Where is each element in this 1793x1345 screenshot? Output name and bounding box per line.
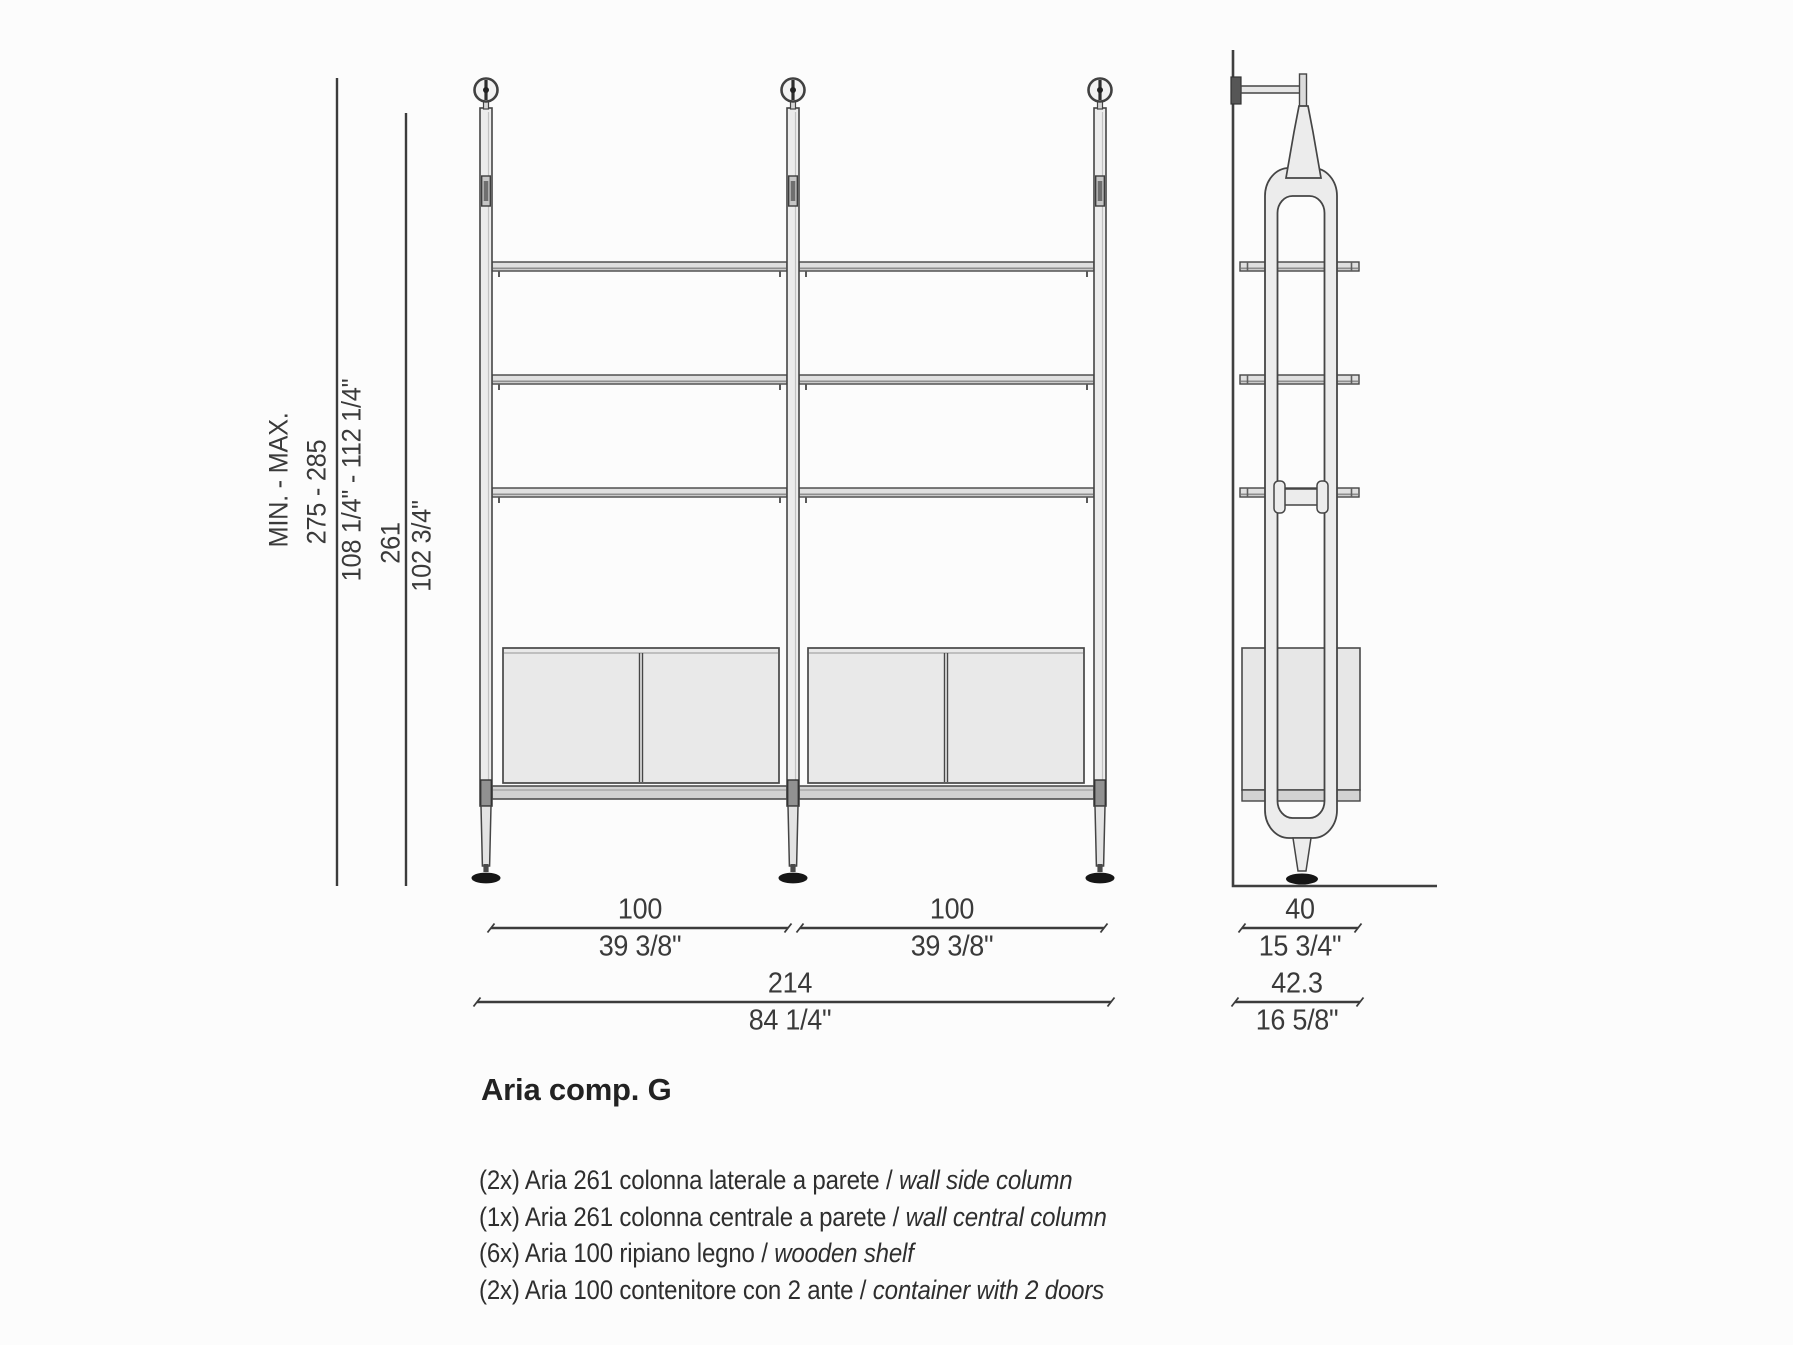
cabinet-bay2 <box>808 648 1084 783</box>
min-max-label: MIN. - MAX. <box>263 412 294 548</box>
part-desc-italian: (2x) Aria 100 contenitore con 2 ante / <box>479 1274 873 1305</box>
side-container <box>1242 648 1360 790</box>
column-center <box>779 79 808 884</box>
bracket-pin <box>1300 74 1307 110</box>
shelf-row3-bay1 <box>492 488 787 503</box>
part-desc-english: wall central column <box>905 1201 1107 1232</box>
front-view <box>472 79 1115 884</box>
total-width-inch-label: 84 1/4" <box>748 1004 832 1037</box>
overall-depth-inch-label: 16 5/8" <box>1255 1004 1339 1037</box>
height-range-cm-label: 275 - 285 <box>301 439 332 545</box>
parts-list-item-3 <box>479 1235 1107 1272</box>
shelf-row1-bay2 <box>799 262 1094 277</box>
bay2-width-inch-label: 39 3/8" <box>910 930 994 963</box>
part-desc-italian: (1x) Aria 261 colonna centrale a parete / <box>479 1201 906 1232</box>
side-view <box>1231 50 1437 886</box>
shelf-depth-cm-label: 40 <box>1285 893 1315 926</box>
bay2-width-cm-label: 100 <box>929 893 975 926</box>
parts-list-item-4 <box>479 1272 1107 1309</box>
shelf-row3-bay2 <box>799 488 1094 503</box>
total-width-cm-label: 214 <box>767 967 813 1000</box>
cabinet-bay1 <box>503 648 779 783</box>
side-shelf-row1 <box>1240 262 1359 271</box>
shelf-depth-inch-label: 15 3/4" <box>1258 930 1342 963</box>
column-right <box>1086 79 1115 884</box>
part-desc-italian: (2x) Aria 261 colonna laterale a parete / <box>479 1165 899 1195</box>
height-range-inch-label: 108 1/4" - 112 1/4" <box>336 378 367 582</box>
column-height-inch-label: 102 3/4" <box>406 500 437 592</box>
shelf-row2-bay1 <box>492 375 787 390</box>
column-height-cm-label: 261 <box>375 522 406 564</box>
part-desc-english: container with 2 doors <box>872 1274 1104 1305</box>
wall-plate <box>1231 77 1241 104</box>
side-shelves <box>1240 262 1359 497</box>
part-desc-english: wall side column <box>898 1165 1073 1195</box>
side-container-base-rail <box>1242 790 1360 801</box>
part-desc-english: wooden shelf <box>774 1238 914 1268</box>
composition-title: Aria comp. G <box>481 1072 672 1107</box>
side-foot-disc <box>1286 874 1318 885</box>
wall-bracket-arm <box>1241 86 1303 93</box>
parts-list-item-2 <box>479 1199 1107 1236</box>
part-desc-italian: (6x) Aria 100 ripiano legno / <box>479 1238 775 1268</box>
cabinet-base-rail-bay2 <box>799 786 1094 799</box>
side-shelf-row2 <box>1240 375 1359 384</box>
side-frame-crossbar <box>1274 481 1328 513</box>
shelf-row1-bay1 <box>492 262 787 277</box>
parts-list <box>479 1162 1107 1308</box>
cabinet-base-rail-bay1 <box>492 786 787 799</box>
side-column-top-taper <box>1286 106 1321 178</box>
column-left <box>472 79 501 884</box>
overall-depth-cm-label: 42.3 <box>1271 967 1323 1000</box>
parts-list-item-1 <box>479 1162 1107 1199</box>
bay1-width-inch-label: 39 3/8" <box>598 930 682 963</box>
bay1-width-cm-label: 100 <box>617 893 663 926</box>
side-foot-leg <box>1293 838 1311 871</box>
shelf-row2-bay2 <box>799 375 1094 390</box>
